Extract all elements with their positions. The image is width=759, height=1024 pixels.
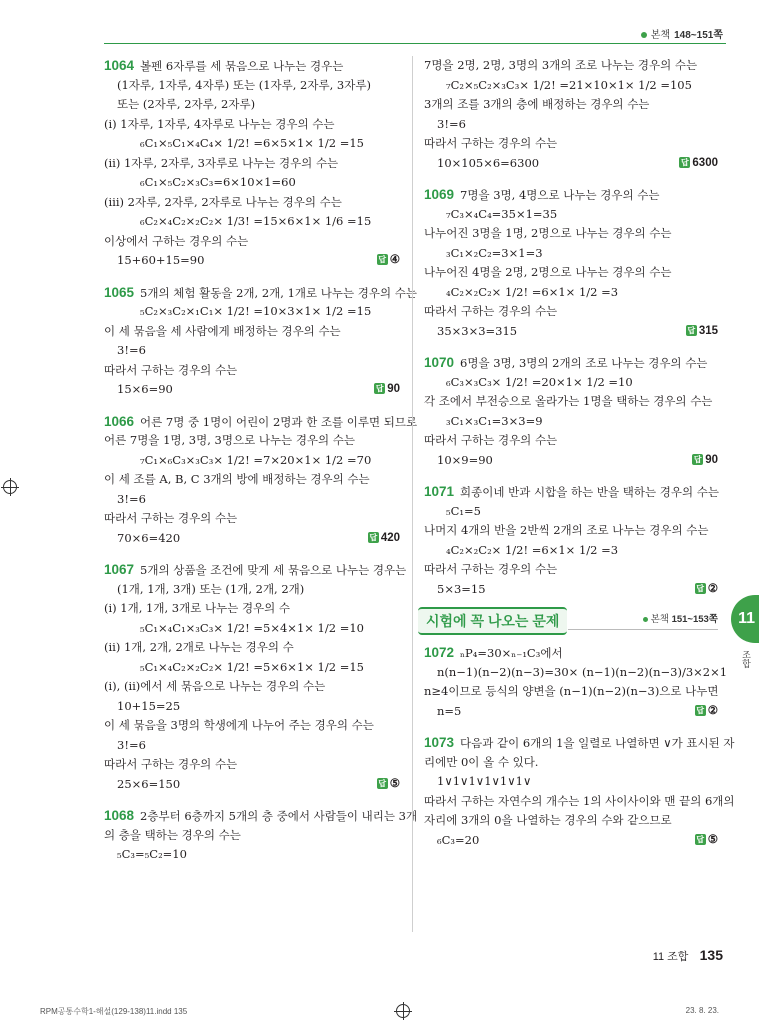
- solution-line: [104, 490, 400, 510]
- problem-number: 1065: [104, 284, 135, 300]
- solution-line: [424, 560, 718, 580]
- line-text: ₅C₁×₄C₂×₂C₂× 1/2! =5×6×1× 1/2 =15: [140, 659, 364, 674]
- line-text: ₆C₂×₄C₂×₂C₂× 1/3! =15×6×1× 1/6 =15: [140, 214, 372, 228]
- solution-line: [424, 541, 718, 561]
- answer-value: 315: [698, 324, 718, 337]
- solution-line: [424, 205, 718, 225]
- line-text: 자리에 3개의 0을 나열하는 경우의 수와 같으므로: [424, 813, 672, 827]
- banner-reference: 본책 151~153쪽: [643, 611, 718, 625]
- answer: [686, 322, 718, 342]
- solution-line: [424, 134, 718, 154]
- problem-heading: [424, 353, 718, 373]
- line-text: 리에만 0이 올 수 있다.: [424, 754, 539, 769]
- solution-line: [424, 792, 735, 812]
- problem-number: 1069: [424, 187, 455, 202]
- answer-value: 6300: [692, 156, 718, 169]
- problem-number: 1066: [104, 413, 135, 429]
- line-text: 3!=6: [437, 116, 466, 131]
- solution-line: [424, 392, 718, 412]
- line-text: 5×3=15: [437, 581, 486, 596]
- top-rule: [104, 43, 726, 44]
- answer-mark-icon: 답: [696, 705, 705, 715]
- line-text: ₄C₂×₂C₂× 1/2! =6×1× 1/2 =3: [446, 542, 619, 557]
- solution-line: [104, 529, 400, 549]
- line-text: 3!=6: [117, 737, 146, 752]
- line-text: 6명을 3명, 3명의 2개의 조로 나누는 경우의 수는: [460, 356, 708, 370]
- line-text: 이 세 묶음을 3명의 학생에게 나누어 주는 경우의 수는: [104, 718, 374, 732]
- line-text: ₅C₁=5: [446, 503, 481, 518]
- solution-line: [424, 663, 728, 683]
- solution-line: [424, 322, 718, 342]
- line-text: n≥4이므로 등식의 양변을 (n−1)(n−2)(n−3)으로 나누면: [424, 684, 719, 698]
- problem-heading: [424, 733, 735, 753]
- line-text: ₅C₃=₅C₂=10: [117, 847, 187, 861]
- solution-line: [424, 154, 718, 174]
- line-text: 5개의 상품을 조건에 맞게 세 묶음으로 나누는 경우는: [140, 563, 407, 577]
- solution-line: [104, 599, 400, 619]
- line-text: 5개의 체험 활동을 2개, 2개, 1개로 나누는 경우의 수는: [140, 285, 417, 300]
- answer-value: 420: [380, 531, 400, 544]
- solution-line: [104, 341, 400, 361]
- solution-line: [104, 361, 400, 381]
- line-text: 따라서 구하는 경우의 수는: [424, 136, 558, 150]
- file-info: RPM공통수학1-해설(129-138)11.indd 135: [40, 1007, 188, 1016]
- spacer: [104, 400, 400, 412]
- answer: [695, 580, 718, 600]
- bullet-icon: [643, 617, 648, 622]
- line-text: (1개, 1개, 3개) 또는 (1개, 2개, 2개): [117, 581, 305, 596]
- solution-line: [424, 244, 718, 264]
- line-text: ₇C₁×₆C₃×₃C₃× 1/2! =7×20×1× 1/2 =70: [140, 452, 372, 467]
- solution-line: [424, 521, 718, 541]
- line-text: 따라서 구하는 경우의 수는: [104, 757, 238, 771]
- line-text: 나누어진 3명을 1명, 2명으로 나누는 경우의 수는: [424, 226, 672, 240]
- line-text: ₙP₄=30×ₙ₋₁C₃에서: [460, 646, 563, 660]
- answer-mark-icon: 답: [696, 834, 705, 844]
- solution-line: [424, 302, 718, 322]
- print-date: 23. 8. 23.: [685, 1006, 719, 1015]
- solution-line: [104, 154, 400, 174]
- line-text: 나누어진 4명을 2명, 2명으로 나누는 경우의 수는: [424, 265, 672, 279]
- solution-line: [104, 76, 400, 96]
- solution-line: [104, 755, 400, 775]
- solution-line: [424, 702, 718, 722]
- line-text: (1자루, 1자루, 4자루) 또는 (1자루, 2자루, 3자루): [117, 77, 371, 92]
- solution-line: [424, 56, 718, 76]
- line-text: n=5: [437, 703, 462, 718]
- answer-value: ④: [389, 254, 400, 266]
- answer: [374, 380, 400, 400]
- solution-line: [424, 431, 718, 451]
- solution-line: [104, 232, 400, 252]
- problem-heading: [424, 643, 718, 663]
- answer: [377, 775, 400, 795]
- spacer: [424, 470, 718, 482]
- answer: [692, 451, 718, 471]
- problem-number: 1071: [424, 484, 455, 499]
- line-text: n(n−1)(n−2)(n−3)=30× (n−1)(n−2)(n−3)/3×2×1: [437, 664, 728, 679]
- solution-line: [104, 845, 400, 865]
- answer-value: 90: [387, 383, 400, 395]
- line-text: (ⅲ) 2자루, 2자루, 2자루로 나누는 경우의 수는: [104, 194, 342, 209]
- problem-number: 1073: [424, 735, 455, 750]
- line-text: 10×9=90: [437, 452, 493, 467]
- line-text: 15×6=90: [117, 382, 173, 396]
- problem-heading: [104, 560, 407, 580]
- line-text: 3개의 조를 3개의 층에 배정하는 경우의 수는: [424, 97, 650, 111]
- problem-heading: [104, 283, 417, 303]
- solution-line: [424, 76, 718, 96]
- solution-line: [424, 373, 718, 393]
- chapter-tab: 11: [731, 595, 759, 643]
- solution-line: [104, 580, 400, 600]
- solution-line: [104, 95, 400, 115]
- solution-line: [104, 658, 400, 678]
- spacer: [424, 173, 718, 185]
- problem-heading: [104, 806, 418, 826]
- line-text: 15+60+15=90: [117, 253, 205, 267]
- line-text: ₅C₁×₄C₁×₃C₃× 1/2! =5×4×1× 1/2 =10: [140, 620, 364, 635]
- answer-mark-icon: 답: [378, 255, 387, 264]
- solution-line: [104, 638, 400, 658]
- banner-rule: [568, 629, 718, 630]
- registration-mark-icon: [396, 1004, 410, 1018]
- solution-line: [104, 697, 400, 717]
- solution-line: [104, 193, 400, 213]
- solution-line: [424, 831, 718, 851]
- solution-line: [104, 302, 400, 322]
- line-text: ₆C₃×₃C₃× 1/2! =20×1× 1/2 =10: [446, 374, 633, 389]
- line-text: ₇C₂×₅C₂×₃C₃× 1/2! =21×10×1× 1/2 =105: [446, 77, 692, 92]
- solution-line: [424, 263, 718, 283]
- answer: [679, 154, 718, 174]
- solution-line: [104, 619, 400, 639]
- line-text: 따라서 구하는 자연수의 개수는 1의 사이사이와 맨 끝의 6개의: [424, 793, 735, 808]
- problem-number: 1072: [424, 645, 455, 660]
- line-text: 3!=6: [117, 491, 146, 506]
- right-column: [424, 56, 735, 850]
- answer-mark-icon: 답: [375, 384, 384, 393]
- line-text: 이 세 묶음을 세 사람에게 배정하는 경우의 수는: [104, 323, 341, 338]
- line-text: (ⅰ) 1개, 1개, 3개로 나누는 경우의 수: [104, 601, 291, 615]
- solution-line: [104, 380, 400, 400]
- line-text: 다음과 같이 6개의 1을 일렬로 나열하면 ∨가 표시된 자: [460, 736, 735, 750]
- solution-line: [104, 251, 400, 271]
- answer-value: ⑤: [389, 777, 400, 790]
- answer-mark-icon: 답: [696, 583, 705, 593]
- solution-line: [104, 134, 400, 154]
- line-text: 어른 7명을 1명, 3명, 3명으로 나누는 경우의 수는: [104, 433, 356, 447]
- line-text: 25×6=150: [117, 776, 181, 791]
- line-text: ₅C₂×₃C₂×₁C₁× 1/2! =10×3×1× 1/2 =15: [140, 304, 372, 318]
- line-text: ₇C₃×₄C₄=35×1=35: [446, 206, 558, 221]
- answer-mark-icon: 답: [378, 778, 387, 788]
- line-text: 10×105×6=6300: [437, 155, 540, 170]
- solution-line: [424, 682, 718, 702]
- solution-line: [424, 753, 718, 773]
- banner-title: 시험에 꼭 나오는 문제: [418, 607, 567, 635]
- line-text: (ⅰ), (ⅱ)에서 세 묶음으로 나누는 경우의 수는: [104, 679, 326, 693]
- line-text: 따라서 구하는 경우의 수는: [104, 362, 238, 377]
- spacer: [104, 271, 400, 283]
- section-banner: [418, 607, 718, 637]
- chapter-label: 11 조합: [652, 951, 689, 963]
- solution-line: [424, 772, 718, 792]
- solution-line: [424, 115, 718, 135]
- line-text: 3!=6: [117, 343, 146, 357]
- solution-line: [104, 716, 400, 736]
- line-text: ₄C₂×₂C₂× 1/2! =6×1× 1/2 =3: [446, 284, 619, 299]
- line-text: 또는 (2자루, 2자루, 2자루): [117, 97, 256, 111]
- answer: [695, 831, 718, 851]
- line-text: ₃C₁×₂C₂=3×1=3: [446, 245, 543, 260]
- solution-line: [424, 95, 718, 115]
- line-text: 35×3×3=315: [437, 323, 518, 338]
- chapter-tab-label: 조합: [741, 650, 751, 668]
- left-column: [104, 56, 418, 865]
- spacer: [104, 794, 400, 806]
- solution-line: [424, 451, 718, 471]
- line-text: 따라서 구하는 경우의 수는: [424, 562, 558, 576]
- line-text: ₆C₁×₅C₁×₄C₄× 1/2! =6×5×1× 1/2 =15: [140, 136, 364, 150]
- solution-line: [104, 115, 400, 135]
- column-divider: [412, 56, 413, 932]
- line-text: 따라서 구하는 경우의 수는: [424, 304, 558, 318]
- line-text: 어른 7명 중 1명이 어린이 2명과 한 조를 이루면 되므로: [140, 414, 418, 429]
- answer-value: ②: [707, 704, 718, 717]
- line-text: 볼펜 6자루를 세 묶음으로 나누는 경우는: [140, 59, 344, 73]
- answer: [695, 702, 718, 722]
- solution-line: [104, 322, 400, 342]
- spacer: [104, 548, 400, 560]
- answer-value: ⑤: [707, 833, 718, 846]
- solution-line: [104, 431, 400, 451]
- line-text: 나머지 4개의 반을 2반씩 2개의 조로 나누는 경우의 수는: [424, 523, 709, 537]
- solution-line: [104, 509, 400, 529]
- line-text: 각 조에서 부전승으로 올라가는 1명을 택하는 경우의 수는: [424, 394, 713, 408]
- line-text: 이상에서 구하는 경우의 수는: [104, 233, 249, 248]
- answer: [377, 251, 400, 271]
- problem-heading: [104, 412, 418, 432]
- page-footer: [653, 947, 723, 964]
- solution-line: [104, 826, 400, 846]
- solution-line: [424, 224, 718, 244]
- problem-number: 1064: [104, 58, 135, 73]
- line-text: 7명을 3명, 4명으로 나누는 경우의 수는: [460, 188, 660, 202]
- line-text: 희종이네 반과 시합을 하는 반을 택하는 경우의 수는: [460, 485, 719, 499]
- spacer: [424, 341, 718, 353]
- problem-number: 1070: [424, 355, 455, 370]
- top-reference: 본책 148~151쪽: [641, 26, 723, 41]
- line-text: ₆C₁×₅C₂×₃C₃=6×10×1=60: [140, 175, 296, 189]
- problem-heading: [424, 185, 718, 205]
- solution-line: [104, 212, 400, 232]
- line-text: ₃C₁×₃C₁=3×3=9: [446, 413, 543, 428]
- solution-line: [424, 412, 718, 432]
- line-text: 1∨1∨1∨1∨1∨1∨: [437, 774, 532, 788]
- answer-value: ②: [707, 582, 718, 595]
- line-text: ₆C₃=20: [437, 832, 480, 847]
- solution-line: [104, 736, 400, 756]
- problem-number: 1067: [104, 562, 135, 577]
- answer-mark-icon: 답: [687, 325, 696, 335]
- line-text: (ⅰ) 1자루, 1자루, 4자루로 나누는 경우의 수는: [104, 116, 335, 131]
- solution-line: [104, 470, 400, 490]
- line-text: 10+15=25: [117, 698, 181, 713]
- solution-line: [104, 451, 400, 471]
- answer-mark-icon: 답: [369, 532, 378, 542]
- answer-mark-icon: 답: [681, 157, 689, 167]
- line-text: 따라서 구하는 경우의 수는: [104, 511, 238, 525]
- spacer: [424, 721, 718, 733]
- line-text: 따라서 구하는 경우의 수는: [424, 433, 558, 447]
- line-text: (ⅱ) 1개, 2개, 2개로 나누는 경우의 수: [104, 640, 294, 654]
- solution-line: [104, 775, 400, 795]
- line-text: 이 세 조를 A, B, C 3개의 방에 배정하는 경우의 수는: [104, 472, 370, 486]
- solution-line: [424, 580, 718, 600]
- bullet-icon: [641, 32, 647, 38]
- line-text: 7명을 2명, 2명, 3명의 3개의 조로 나누는 경우의 수는: [424, 58, 698, 72]
- solution-line: [104, 677, 400, 697]
- line-text: (ⅱ) 1자루, 2자루, 3자루로 나누는 경우의 수는: [104, 155, 339, 170]
- registration-mark-icon: [3, 480, 17, 494]
- line-text: 2층부터 6층까지 5개의 층 중에서 사람들이 내리는 3개: [140, 809, 418, 823]
- solution-line: [424, 811, 718, 831]
- problem-number: 1068: [104, 808, 135, 823]
- page-number: 135: [699, 947, 723, 963]
- answer: [368, 529, 400, 549]
- problem-heading: [424, 482, 718, 502]
- line-text: 의 층을 택하는 경우의 수는: [104, 827, 241, 842]
- line-text: 70×6=420: [117, 530, 181, 545]
- answer-mark-icon: 답: [693, 454, 702, 464]
- solution-line: [424, 502, 718, 522]
- problem-heading: [104, 56, 400, 76]
- solution-line: [424, 283, 718, 303]
- solution-line: [104, 173, 400, 193]
- answer-value: 90: [705, 453, 718, 466]
